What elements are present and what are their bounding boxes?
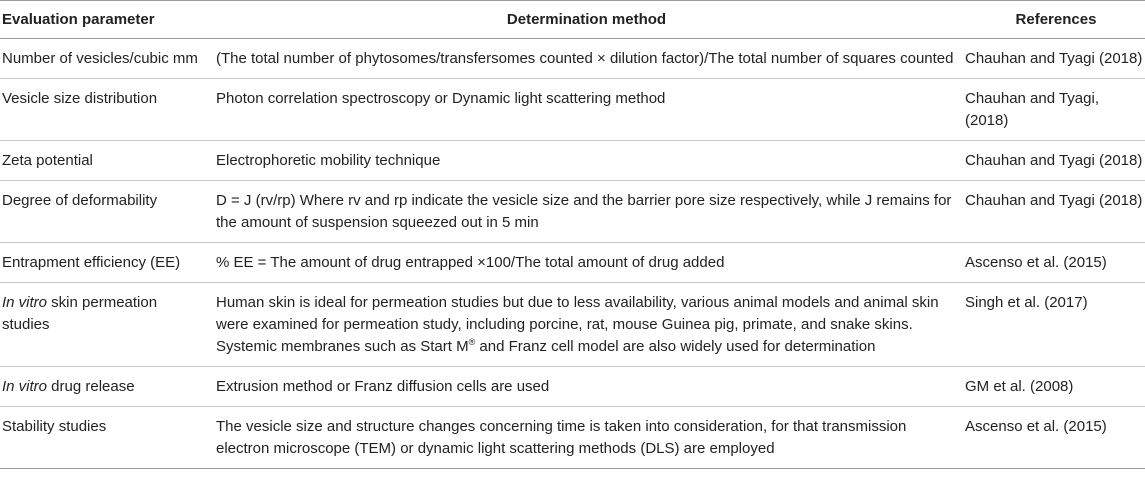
registered-mark: ® xyxy=(468,337,476,347)
parameter-cell: Stability studies xyxy=(0,407,206,469)
table-row xyxy=(0,367,1145,407)
table-header xyxy=(0,1,1145,39)
table-row xyxy=(0,283,1145,367)
table-row xyxy=(0,79,1145,141)
reference-cell: Chauhan and Tyagi (2018) xyxy=(965,141,1145,181)
table-row xyxy=(0,39,1145,79)
method-cell: The vesicle size and structure changes concerning time is taken into consideration, for that transmission electron microscope (TEM) or dynamic light scattering methods (DLS) are employed xyxy=(206,407,965,469)
table-row xyxy=(0,407,1145,469)
reference-cell: Chauhan and Tyagi, (2018) xyxy=(965,79,1145,141)
parameter-italic: In vitro xyxy=(2,294,48,311)
method-cell: Electrophoretic mobility technique xyxy=(206,141,965,181)
method-text-part2: and Franz cell model are also widely used for determination xyxy=(475,338,876,355)
method-cell: Extrusion method or Franz diffusion cells are used xyxy=(206,367,965,407)
method-cell xyxy=(206,283,965,367)
table-row xyxy=(0,181,1145,243)
method-cell: D = J (rv/rp) Where rv and rp indicate the vesicle size and the barrier pore size respectively, while J remains for the amount of suspension squeezed out in 5 min xyxy=(206,181,965,243)
parameter-cell: Entrapment efficiency (EE) xyxy=(0,243,206,283)
table-row xyxy=(0,243,1145,283)
reference-cell: Chauhan and Tyagi (2018) xyxy=(965,39,1145,79)
parameter-rest: skin permeation studies xyxy=(2,294,158,333)
header-determination-method: Determination method xyxy=(206,1,965,39)
reference-cell: GM et al. (2008) xyxy=(965,367,1145,407)
parameter-italic: In vitro xyxy=(2,378,48,395)
header-references: References xyxy=(965,1,1145,39)
parameter-cell: Number of vesicles/cubic mm xyxy=(0,39,206,79)
parameter-cell: Degree of deformability xyxy=(0,181,206,243)
reference-cell: Chauhan and Tyagi (2018) xyxy=(965,181,1145,243)
parameter-cell: Zeta potential xyxy=(0,141,206,181)
method-text-part1: Human skin is ideal for permeation studies but due to less availability, various animal models and animal skin were examined for permeation study, including porcine, rat, mouse Guinea pig, primate, and snake skins. Systemic membranes such as Start M xyxy=(216,294,939,355)
parameter-cell xyxy=(0,283,206,367)
table-row xyxy=(0,141,1145,181)
reference-cell: Singh et al. (2017) xyxy=(965,283,1145,367)
parameter-cell: Vesicle size distribution xyxy=(0,79,206,141)
header-evaluation-parameter: Evaluation parameter xyxy=(0,1,206,39)
parameter-cell xyxy=(0,367,206,407)
reference-cell: Ascenso et al. (2015) xyxy=(965,243,1145,283)
method-cell: Photon correlation spectroscopy or Dynamic light scattering method xyxy=(206,79,965,141)
reference-cell: Ascenso et al. (2015) xyxy=(965,407,1145,469)
method-cell: (The total number of phytosomes/transfersomes counted × dilution factor)/The total number of squares counted xyxy=(206,39,965,79)
parameter-rest: drug release xyxy=(47,378,135,395)
method-cell: % EE = The amount of drug entrapped ×100/The total amount of drug added xyxy=(206,243,965,283)
header-row xyxy=(0,1,1145,39)
table-body xyxy=(0,39,1145,469)
